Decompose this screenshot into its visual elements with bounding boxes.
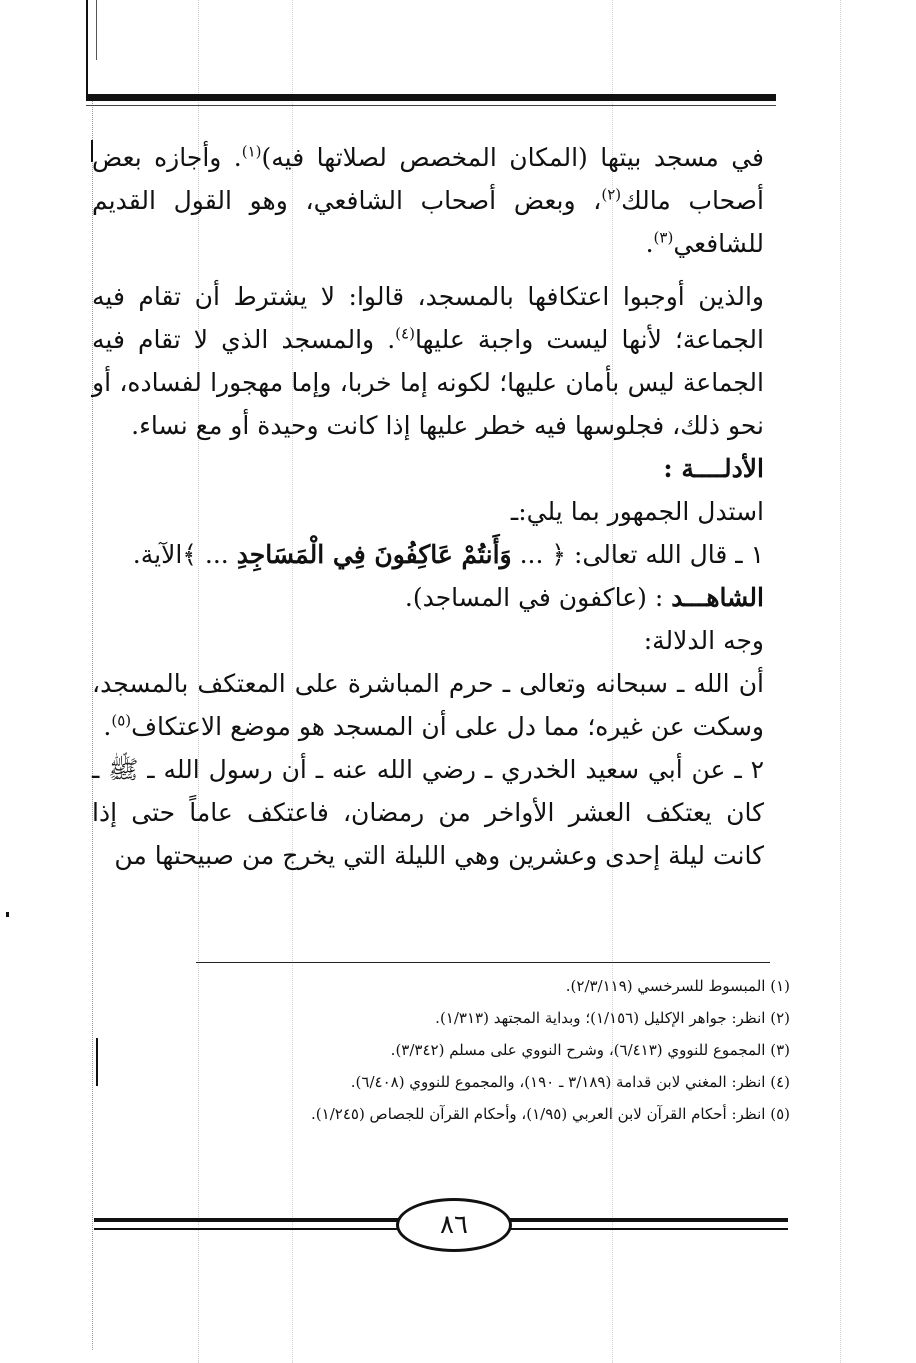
footnote-ref: (١) bbox=[241, 142, 262, 161]
footnote-4: (٤) انظر: المغني لابن قدامة (٣/١٨٩ ـ ١٩٠)، والمجموع للنووي (٦/٤٠٨). bbox=[350, 1073, 790, 1091]
footer-rule bbox=[94, 1218, 398, 1222]
witness-line bbox=[92, 576, 764, 619]
paragraph-1 bbox=[92, 136, 764, 265]
scan-edge-line bbox=[86, 0, 88, 95]
footnote-1: (١) المبسوط للسرخسي (٢/٣/١١٩). bbox=[565, 977, 790, 995]
text-segment: ، وبعض أصحاب الشافعي، وهو القول القديم bbox=[92, 186, 602, 215]
text-segment: أصحاب مالك bbox=[621, 186, 764, 215]
page-number: ٨٦ bbox=[396, 1198, 512, 1252]
text-segment: . bbox=[103, 712, 112, 741]
footnote-ref: (٢) bbox=[601, 185, 622, 204]
header-rule-thin bbox=[86, 105, 776, 106]
footnote-separator bbox=[196, 962, 770, 963]
text-segment: . وأجازه بعض bbox=[92, 143, 242, 172]
footnote-5: (٥) انظر: أحكام القرآن لابن العربي (١/٩٥)، وأحكام القرآن للجصاص (١/٢٤٥). bbox=[311, 1105, 790, 1123]
text-segment: في مسجد بيتها (المكان المخصص لصلاتها فيه) bbox=[261, 143, 764, 172]
text-segment: ١ ـ قال الله تعالى: ﴿ ... bbox=[519, 540, 764, 569]
text-segment: والذين أوجبوا اعتكافها بالمسجد، قالوا: لا يشترط أن تقام فيه الجماعة؛ لأنها ليست واجبة عليها bbox=[92, 282, 764, 354]
scan-edge-line bbox=[96, 0, 97, 60]
text-segment: أن الله ـ سبحانه وتعالى ـ حرم المباشرة على المعتكف بالمسجد، وسكت عن غيره؛ مما دل على أن المسجد هو موضع الاعتكاف bbox=[92, 669, 764, 741]
witness-text: : (عاكفون في المساجد). bbox=[404, 583, 664, 612]
footer-rule-thin bbox=[94, 1228, 398, 1230]
heading-evidence: الأدلــــة : bbox=[663, 454, 764, 483]
footer-rule-thin bbox=[510, 1228, 788, 1230]
witness-label: الشاهـــد bbox=[671, 583, 764, 612]
scan-dot-trace bbox=[840, 0, 842, 1363]
text-segment: للشافعي bbox=[673, 229, 764, 258]
text-segment: . والمسجد الذي لا تقام فيه الجماعة ليس بأمان عليها؛ لكونه إما خربا، وإما مهجورا لفساده، أو نحو ذلك، فجلوسها فيه خطر عليها إذا كانت وحيدة أو مع نساء. bbox=[92, 325, 764, 440]
evidence-item-1 bbox=[92, 533, 764, 576]
scan-mark bbox=[96, 1038, 98, 1086]
paragraph-2 bbox=[92, 275, 764, 447]
quran-verse: وَأَنتُمْ عَاكِفُونَ فِي الْمَسَاجِدِ bbox=[236, 540, 512, 569]
scan-mark bbox=[6, 912, 9, 917]
header-rule bbox=[86, 94, 776, 101]
footnote-ref: (٤) bbox=[395, 324, 415, 343]
line-majority: استدل الجمهور بما يلي:ـ bbox=[510, 497, 764, 526]
footnote-ref: (٥) bbox=[111, 711, 132, 730]
footnote-2: (٢) انظر: جواهر الإكليل (١/١٥٦)؛ وبداية المجتهد (١/٣١٣). bbox=[435, 1009, 790, 1027]
evidence-item-2: ٢ ـ عن أبي سعيد الخدري ـ رضي الله عنه ـ أن رسول الله ـ ﷺ ـ كان يعتكف العشر الأواخر من رمضان، فاعتكف عاماً حتى إذا كانت ليلة إحدى وعشرين وهي الليلة التي يخرج من صبيحتها من bbox=[92, 755, 764, 870]
text-segment: ... ﴾الآية. bbox=[132, 540, 229, 569]
footnotes bbox=[150, 970, 790, 1130]
footnote-ref: (٣) bbox=[653, 228, 674, 247]
paragraph-3 bbox=[92, 662, 764, 748]
evidence-aspect: وجه الدلالة: bbox=[643, 626, 764, 655]
text-segment: . bbox=[645, 229, 654, 258]
footer-rule bbox=[510, 1218, 788, 1222]
main-text bbox=[92, 136, 764, 877]
footnote-3: (٣) المجموع للنووي (٦/٤١٣)، وشرح النووي على مسلم (٣/٣٤٢). bbox=[390, 1041, 790, 1059]
